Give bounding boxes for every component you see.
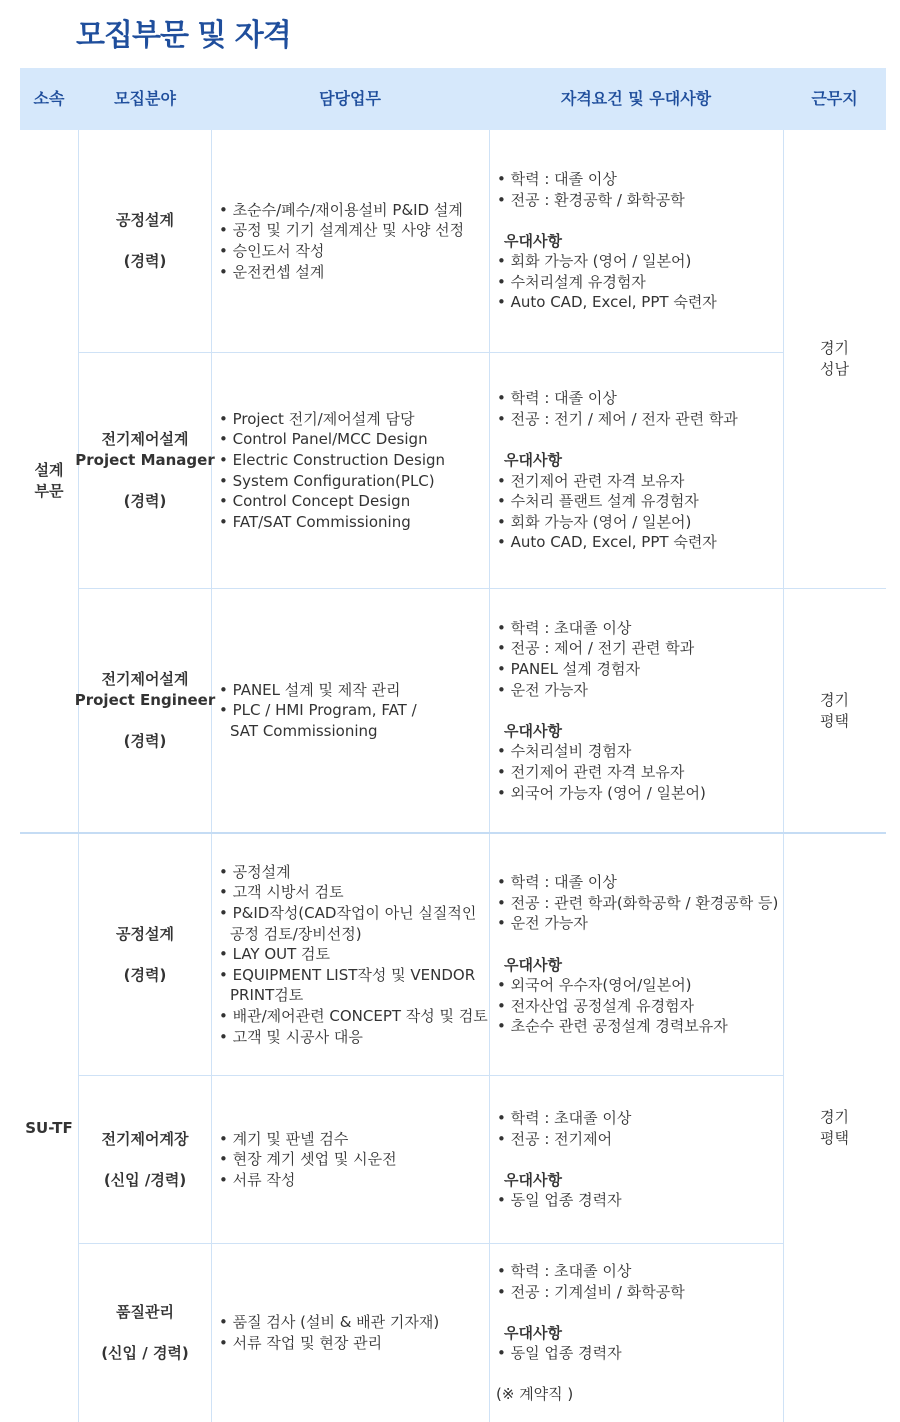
field-cell: 전기제어설계 Project Engineer (경력) xyxy=(74,670,216,751)
page-title: 모집부문 및 자격 xyxy=(76,18,291,53)
group-design: 설계 부문 xyxy=(34,461,64,500)
field-cell: 공정설계 (경력) xyxy=(116,211,174,271)
duty-cell: • 공정설계 • 고객 시방서 검토 • P&ID작성(CAD작업이 아닌 실질적인 공정 검토/장비선정) • LAY OUT 검토 • EQUIPMENT LIST작성 및 VENDOR PRINT검토 • 배관/제어관련 CONCEPT 작성 및 검토 • 고객 및 시공사 대응 xyxy=(219,862,488,1046)
field-cell: 공정설계 (경력) xyxy=(116,924,174,984)
duty-cell: • 초순수/폐수/재이용설비 P&ID 설계 • 공정 및 기기 설계계산 및 사양 선정 • 승인도서 작성 • 운전컨셉 설계 xyxy=(219,200,465,281)
preference-title: 우대사항 xyxy=(504,231,562,250)
header-location: 근무지 xyxy=(811,89,858,108)
location-pyeongtaek-sutf: 경기 평택 xyxy=(820,1108,849,1147)
header-affiliation: 소속 xyxy=(33,89,65,108)
qualification-cell: • 학력 : 초대졸 이상 • 전공 : 기계설비 / 화학공학 우대사항 • 동일 업종 경력자 (※ 계약직 ) xyxy=(496,1244,781,1422)
field-cell: 전기제어계장 (신입 /경력) xyxy=(101,1129,189,1189)
qualification-cell: • 학력 : 대졸 이상 • 전공 : 환경공학 / 화학공학 우대사항 • 회화 가능자 (영어 / 일본어) • 수처리설계 유경험자 • Auto CAD, Excel, PPT 숙련자 xyxy=(496,130,781,352)
duty-cell: • Project 전기/제어설계 담당 • Control Panel/MCC Design • Electric Construction Design • System Configuration(PLC) • Control Concept Design • FAT/SAT Commissioning xyxy=(219,409,446,531)
qualification-cell: • 학력 : 초대졸 이상 • 전공 : 제어 / 전기 관련 학과 • PANEL 설계 경험자 • 운전 가능자 우대사항 • 수처리설비 경험자 • 전기제어 관련 자격 보유자 • 외국어 가능자 (영어 / 일본어) xyxy=(496,589,781,832)
qualification-cell: • 학력 : 초대졸 이상 • 전공 : 전기제어 우대사항 • 동일 업종 경력자 xyxy=(496,1076,781,1243)
duty-cell: • 계기 및 판넬 검수 • 현장 계기 셋업 및 시운전 • 서류 작성 xyxy=(219,1129,397,1189)
location-pyeongtaek-design: 경기 평택 xyxy=(820,690,849,730)
contract-note: (※ 계약직 ) xyxy=(496,1385,574,1404)
field-cell: 품질관리 (신입 / 경력) xyxy=(101,1303,189,1363)
preference-title: 우대사항 xyxy=(504,1323,562,1342)
header-field: 모집분야 xyxy=(114,89,176,108)
header-duty: 담당업무 xyxy=(319,89,381,108)
qualification-cell: • 학력 : 대졸 이상 • 전공 : 관련 학과(화학공학 / 환경공학 등) • 운전 가능자 우대사항 • 외국어 우수자(영어/일본어) • 전자산업 공정설계 유경험자 • 초순수 관련 공정설계 경력보유자 xyxy=(496,834,781,1075)
preference-title: 우대사항 xyxy=(504,721,562,740)
group-su-tf: SU-TF xyxy=(25,1118,73,1137)
preference-title: 우대사항 xyxy=(504,450,562,469)
field-cell: 전기제어설계 Project Manager (경력) xyxy=(75,430,215,511)
header-qualification: 자격요건 및 우대사항 xyxy=(560,89,712,108)
qualification-cell: • 학력 : 대졸 이상 • 전공 : 전기 / 제어 / 전자 관련 학과 우대사항 • 전기제어 관련 자격 보유자 • 수처리 플랜트 설계 유경험자 • 회화 가능자 (영어 / 일본어) • Auto CAD, Excel, PPT 숙련자 xyxy=(496,353,781,588)
preference-title: 우대사항 xyxy=(504,1170,562,1189)
duty-cell: • 품질 검사 (설비 & 배관 기자재) • 서류 작업 및 현장 관리 xyxy=(219,1313,440,1352)
duty-cell: • PANEL 설계 및 제작 관리 • PLC / HMI Program, FAT / SAT Commissioning xyxy=(219,680,417,740)
preference-title: 우대사항 xyxy=(504,955,562,974)
location-seongnam: 경기 성남 xyxy=(820,339,849,378)
